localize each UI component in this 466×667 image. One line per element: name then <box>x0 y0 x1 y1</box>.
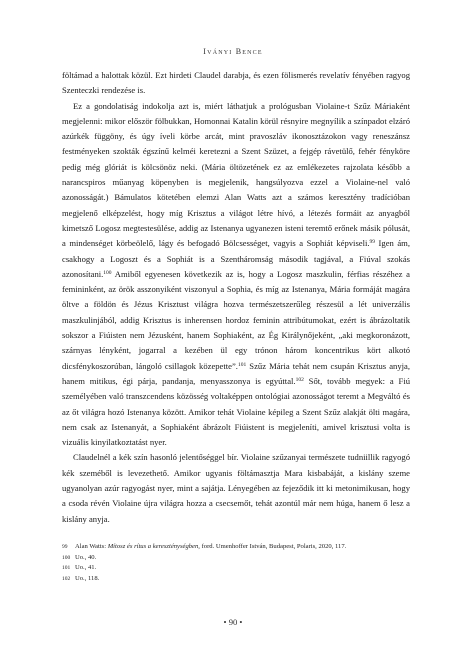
footnotes <box>62 542 410 584</box>
paragraph-2-text-d: Szűz Mária tehát nem csupán Krisztus anyja, hanem mitikus, égi párja, pandanja, menyasszonya is egyúttal. <box>62 360 411 386</box>
running-head: Iványi Bence <box>203 47 263 56</box>
footnote-number: 100 <box>62 554 71 561</box>
footnote-ref-102[interactable]: 102 <box>295 376 304 383</box>
paragraph-1: föltámad a halottak közül. Ezt hirdeti Claudel darabja, és ezen fölismerés revelatív fényében ragyog Szenteczki rendezése is. <box>62 70 410 96</box>
footnote-102 <box>62 574 410 585</box>
footnote-number: 102 <box>62 575 71 582</box>
footnote-text: Uo., 40. <box>75 553 97 561</box>
footnote-number: 101 <box>62 565 71 571</box>
paragraph-2-text: Ez a gondolatiság indokolja azt is, miért láthatjuk a prológusban Violaine-t Szűz Máriaként megjelenni: mikor először fölbukkan, Homonnai Katalin körül résnyire megnyílik a színpadot elzáró azúrkék függöny, és úgy íveli körbe arcát, mint pravoszláv ikonosztázokon vagy reneszánsz festményeken szokták égszínű kelméi keretezni a Szent Szüzet, a fejgép rávetülő, fehér fénykörе pedig még glóriát is kölcsönöz neki. (Mária öltözetének ez az emlékezetes rajzolata később a narancspiros műanyag köpenyben is megjelenik, hangsúlyozva ezzel a Violaine-nel való azonosságát.) Bámulatos kötetében elemzi Alan Watts azt a számos keresztény tradícióban megjelenő elképzelést, hogy míg Krisztus a világot létre hívó, a létezés formáit az anyagból kimetsző Logosz megtestesülése, addig az Istenanya ugyanezen isteni teremtő erőnek másik pólusát, a mindenséget körbeölelő, lágy és befogadó Bölcsességet, vagyis a Sophiát képviseli. <box>62 100 410 249</box>
footnote-text <box>75 542 410 553</box>
paragraph-2-text-e: Sőt, tovább megyek: a Fiú személyében való transzcendens közösség voltaképpen ontológiai azonosságot teremt a Megváltó és az őt világra hozó Istenanya között. Amikor tehát Violaine képileg a Szent Szűz alakját ölti magára, nem csak az Istenanyát, a Sophiaként ábrázolt Fiúistent is megjeleníti, amivel krisztusi volta is vizuális kinyilatkoztatást nyer. <box>62 375 411 448</box>
footnote-author: Alan Watts: <box>75 543 108 550</box>
footnote-text: Uo., 41. <box>75 564 97 571</box>
paragraph-3: Claudelnél a kék szín hasonló jelentőséggel bír. Violaine szűzanyai természete tudniillik ragyogó kék szeméből is levezethető. Amikor ugyanis föltámasztja Mara kisbabáját, a kislány szeme ugyanolyan azúr ragyogást nyer, mint a sajátja. Lényegében az fejeződik itt ki metonimikusan, hogy a csoda révén Violaine újra világra hozza a csecsemőt, tehát azontúl már nem húga, hanem ő lesz a kislány anyja. <box>62 452 410 524</box>
paragraph-2-text-b: Igen ám, csakhogy a Logoszt és a Sophiát is a Szentháromság második tagjával, a Fiúval szokás azonosítani. <box>62 238 410 279</box>
paragraph-2-text-c: Amiből egyenesen következik az is, hogy a Logosz maszkulin, férfias részéhez a femininként, az örök asszonyiként viszonyul a Sophia, és míg az Istenanya, Mária formáját magára öltve a földön és Jézus Krisztust világra hozva természetszerűleg részesül a lét univerzális maszkulinjából, addig Krisztus is inherensen hordoz feminin attribútumokat, ezért is ábrázoltatik sokszor a Fiúisten nem Jézusként, hanem Sophiaként, az Ég Királynőjeként, „aki megkoronázott, szárnyas lényként, jogarral a kezében ül egy trónon három koncentrikus kört alkotó dicsfénykoszorúban, lángoló csillagok közepette”. <box>62 268 410 371</box>
footnote-text: Uo., 118. <box>75 574 100 582</box>
footnote-ref-99[interactable]: 99 <box>369 239 376 246</box>
paragraph-2 <box>62 99 410 451</box>
page-number: • 90 • <box>223 617 243 627</box>
footnote-99 <box>62 542 410 553</box>
footnote-ref-101[interactable]: 101 <box>237 361 247 368</box>
footnote-number: 99 <box>62 544 68 550</box>
footnote-101 <box>62 563 410 574</box>
footnote-ref-100[interactable]: 100 <box>103 269 112 276</box>
footnote-publication: ford. Umenhoffer István, Budapest, Polaris, 2020, 117. <box>199 543 347 550</box>
footnote-book-title: Mítosz és rítus a kereszténységben, <box>107 543 200 550</box>
main-text <box>62 68 410 527</box>
footnote-100 <box>62 553 410 564</box>
